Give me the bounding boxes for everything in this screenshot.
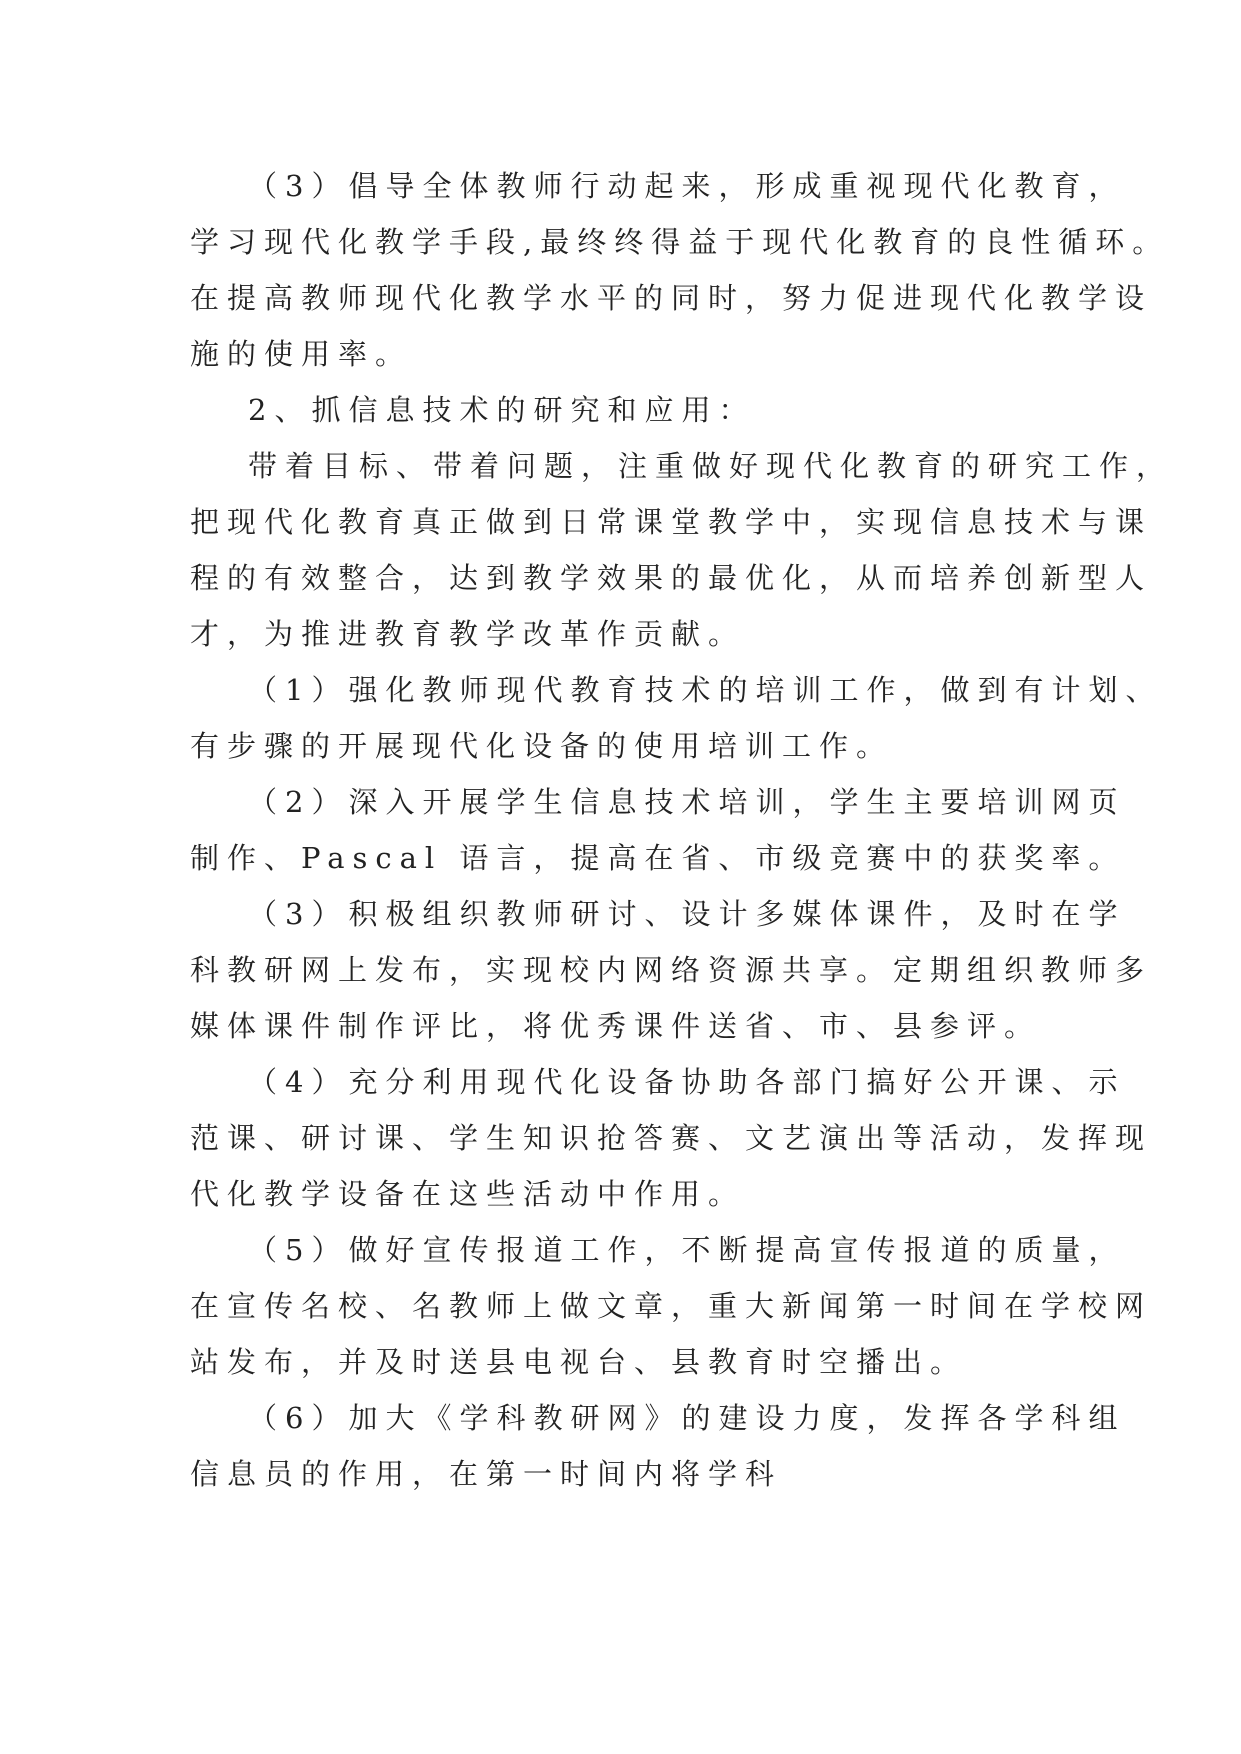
paragraph-line: （1）强化教师现代教育技术的培训工作，做到有计划、: [248, 673, 1163, 707]
section-heading: 2、抓信息技术的研究和应用：: [248, 393, 756, 427]
paragraph-line: 在宣传名校、名教师上做文章，重大新闻第一时间在学校网: [190, 1289, 1153, 1323]
paragraph-line: 制作、Pascal 语言，提高在省、市级竞赛中的获奖率。: [190, 841, 1126, 875]
paragraph-line: 才，为推进教育教学改革作贡献。: [190, 617, 746, 651]
paragraph-line: 有步骤的开展现代化设备的使用培训工作。: [190, 729, 894, 763]
paragraph-line: 代化教学设备在这些活动中作用。: [190, 1177, 746, 1211]
paragraph-line: 媒体课件制作评比，将优秀课件送省、市、县参评。: [190, 1009, 1042, 1043]
paragraph-line: 把现代化教育真正做到日常课堂教学中，实现信息技术与课: [190, 505, 1153, 539]
paragraph-line: （2）深入开展学生信息技术培训，学生主要培训网页: [248, 785, 1126, 819]
paragraph-line: （5）做好宣传报道工作，不断提高宣传报道的质量，: [248, 1233, 1126, 1267]
paragraph-line: 带着目标、带着问题，注重做好现代化教育的研究工作，: [248, 449, 1174, 483]
paragraph-line: （3）积极组织教师研讨、设计多媒体课件，及时在学: [248, 897, 1126, 931]
paragraph-line: 在提高教师现代化教学水平的同时，努力促进现代化教学设: [190, 281, 1153, 315]
paragraph-line: （4）充分利用现代化设备协助各部门搞好公开课、示: [248, 1065, 1126, 1099]
paragraph-line: 学习现代化教学手段,最终终得益于现代化教育的良性循环。: [190, 225, 1170, 259]
paragraph-line: 科教研网上发布，实现校内网络资源共享。定期组织教师多: [190, 953, 1153, 987]
paragraph-line: （3）倡导全体教师行动起来，形成重视现代化教育，: [248, 169, 1126, 203]
paragraph-line: 站发布，并及时送县电视台、县教育时空播出。: [190, 1345, 968, 1379]
paragraph-line: 施的使用率。: [190, 337, 413, 371]
paragraph-line: （6）加大《学科教研网》的建设力度，发挥各学科组: [248, 1401, 1126, 1435]
paragraph-line: 信息员的作用，在第一时间内将学科: [190, 1457, 783, 1491]
paragraph-line: 程的有效整合，达到教学效果的最优化，从而培养创新型人: [190, 561, 1153, 595]
paragraph-line: 范课、研讨课、学生知识抢答赛、文艺演出等活动，发挥现: [190, 1121, 1153, 1155]
